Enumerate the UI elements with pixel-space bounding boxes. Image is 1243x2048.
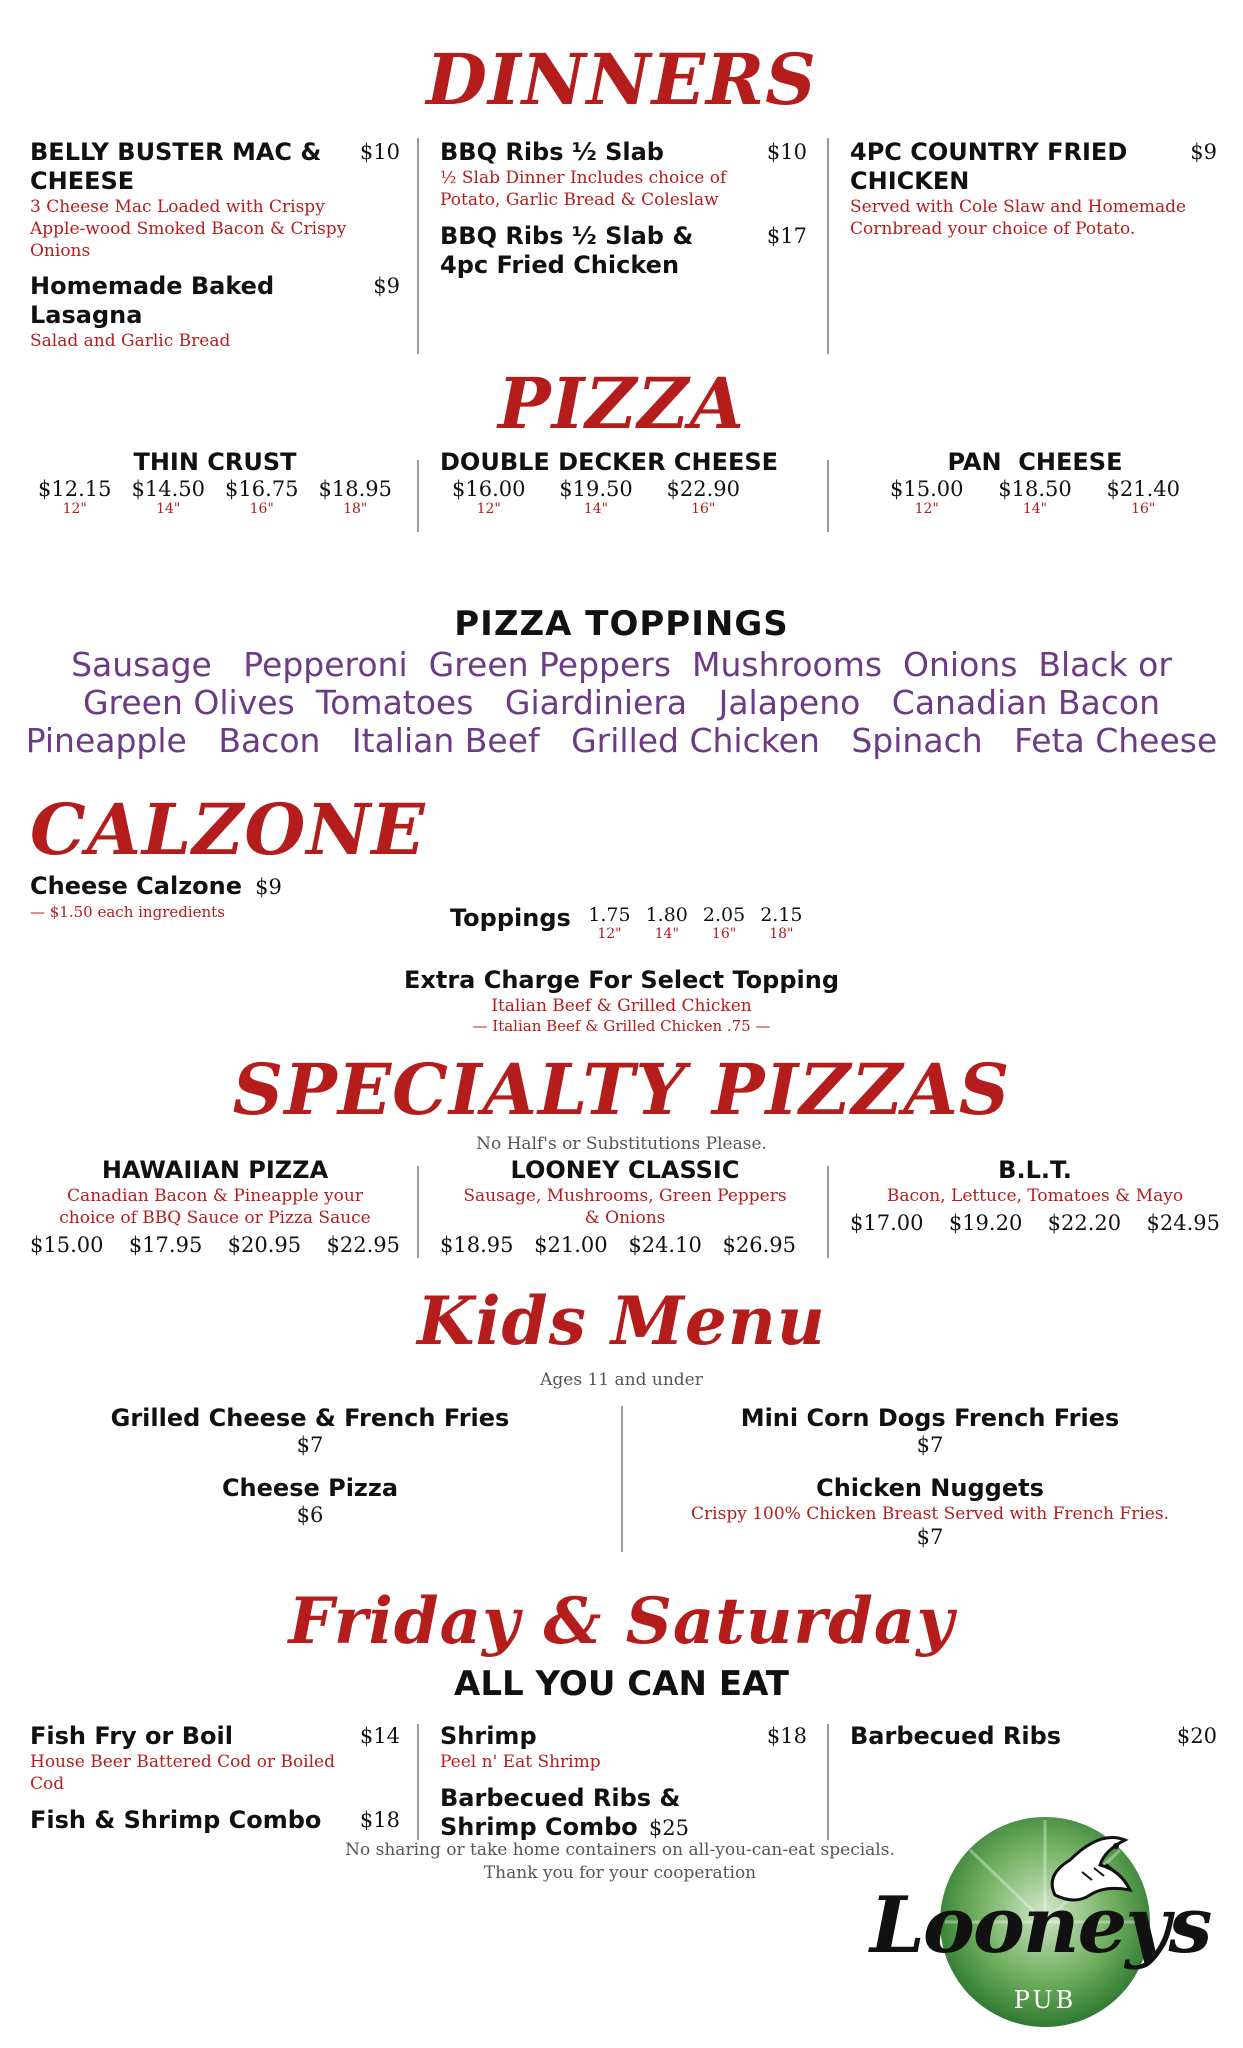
kids-item bbox=[650, 1404, 1210, 1457]
item-name: Cheese Pizza bbox=[221, 1474, 399, 1502]
pizza-price: $22.20 bbox=[1047, 1211, 1122, 1235]
item-price: $14 bbox=[359, 1724, 400, 1748]
pizza-price: $16.75 bbox=[225, 477, 299, 501]
pizza-price: $14.50 bbox=[131, 477, 205, 501]
dinners-title: DINNERS bbox=[426, 38, 817, 121]
pizza-title: PIZZA bbox=[498, 362, 745, 445]
item-price: $20 bbox=[1176, 1724, 1217, 1748]
topping-size: 14" bbox=[654, 926, 679, 942]
pizza-size: 14" bbox=[1022, 501, 1048, 517]
item-desc: — $1.50 each ingredients bbox=[30, 903, 225, 921]
pizza-desc: Sausage, Mushrooms, Green Peppers bbox=[463, 1186, 787, 1206]
pizza-size: 16" bbox=[1131, 501, 1156, 517]
pizza-size: 16" bbox=[691, 501, 716, 517]
pizza-name: THIN CRUST bbox=[133, 448, 297, 476]
item-name: BBQ Ribs ½ Slab bbox=[440, 138, 664, 166]
kids-item bbox=[650, 1474, 1210, 1549]
item-price: $7 bbox=[916, 1525, 944, 1549]
calzone-title: CALZONE bbox=[30, 788, 426, 871]
column-divider bbox=[827, 1166, 829, 1258]
item-price: $10 bbox=[359, 140, 400, 164]
item-price: $9 bbox=[373, 274, 400, 298]
pizza-price: $20.95 bbox=[227, 1233, 302, 1257]
topping-size: 18" bbox=[769, 926, 794, 942]
topping-price: 1.80 bbox=[645, 904, 688, 926]
specialty-title: SPECIALTY PIZZAS bbox=[232, 1048, 1011, 1131]
topping-price: 2.05 bbox=[702, 904, 746, 926]
topping-price: 2.15 bbox=[760, 904, 803, 926]
pizza-price: $21.40 bbox=[1106, 477, 1180, 501]
toppings-line: Pineapple Bacon Italian Beef Grilled Chicken Spinach Feta Cheese bbox=[25, 721, 1218, 760]
pizza-name: LOONEY CLASSIC bbox=[510, 1156, 740, 1184]
pizza-price: $19.20 bbox=[948, 1211, 1023, 1235]
item-name: Fish Fry or Boil bbox=[30, 1722, 233, 1750]
item-price: $18 bbox=[766, 1724, 807, 1748]
item-price: $9 bbox=[255, 875, 282, 899]
item-name: Grilled Cheese & French Fries bbox=[110, 1404, 510, 1432]
pizza-price: $18.50 bbox=[998, 477, 1072, 501]
item-desc: Salad and Garlic Bread bbox=[30, 331, 231, 351]
ayce-item bbox=[30, 1722, 400, 1795]
item-price: $6 bbox=[296, 1503, 324, 1527]
specialty-hawaiian bbox=[30, 1156, 400, 1257]
pizza-price: $17.00 bbox=[850, 1211, 924, 1235]
column-divider bbox=[417, 1166, 419, 1258]
pizza-price: $19.50 bbox=[559, 477, 633, 501]
pizza-size: 14" bbox=[156, 501, 181, 517]
dinner-item bbox=[440, 138, 807, 211]
pizza-name: DOUBLE DECKER CHEESE bbox=[440, 448, 779, 476]
logo-subtext: PUB bbox=[1013, 1986, 1077, 2014]
extra-charge bbox=[0, 966, 1243, 1035]
kids-title: Kids Menu bbox=[417, 1282, 826, 1360]
pizza-price: $16.00 bbox=[452, 477, 526, 501]
pizza-price: $24.95 bbox=[1146, 1211, 1220, 1235]
item-price: $25 bbox=[648, 1816, 689, 1840]
column-divider bbox=[827, 1724, 829, 1840]
extra-charge-line: — Italian Beef & Grilled Chicken .75 — bbox=[472, 1017, 771, 1035]
column-divider bbox=[827, 138, 829, 354]
pizza-thin-crust bbox=[30, 448, 400, 517]
item-name: Mini Corn Dogs French Fries bbox=[740, 1404, 1120, 1432]
pizza-name: PAN CHEESE bbox=[947, 448, 1123, 476]
kids-item bbox=[30, 1474, 590, 1527]
pizza-desc: choice of BBQ Sauce or Pizza Sauce bbox=[59, 1208, 371, 1228]
toppings-label: Toppings bbox=[450, 904, 571, 932]
item-name: Fish & Shrimp Combo bbox=[30, 1806, 322, 1834]
pizza-size: 16" bbox=[249, 501, 274, 517]
looneys-pub-logo bbox=[870, 1800, 1211, 2040]
pizza-size: 12" bbox=[476, 501, 501, 517]
ayce-title: Friday & Saturday bbox=[288, 1584, 955, 1659]
dinner-item bbox=[440, 222, 807, 280]
item-desc: House Beer Battered Cod or Boiled Cod bbox=[30, 1752, 336, 1794]
item-name: Barbecued Ribs bbox=[850, 1722, 1062, 1750]
pizza-price: $21.00 bbox=[534, 1233, 608, 1257]
pizza-price: $15.00 bbox=[30, 1233, 104, 1257]
pizza-size: 14" bbox=[583, 501, 609, 517]
item-price: $17 bbox=[766, 224, 807, 248]
kids-item bbox=[30, 1404, 590, 1457]
column-divider bbox=[417, 138, 419, 354]
pizza-price: $24.10 bbox=[628, 1233, 702, 1257]
pizza-size: 12" bbox=[914, 501, 939, 517]
pizza-size: 12" bbox=[62, 501, 87, 517]
pizza-price: $22.90 bbox=[666, 477, 740, 501]
item-price: $18 bbox=[359, 1808, 400, 1832]
pizza-name: HAWAIIAN PIZZA bbox=[101, 1156, 329, 1184]
column-divider bbox=[417, 1724, 419, 1840]
extra-charge-line: Italian Beef & Grilled Chicken bbox=[491, 996, 752, 1016]
specialty-blt bbox=[850, 1156, 1220, 1235]
dinner-item bbox=[850, 138, 1217, 240]
item-name: Chicken Nuggets bbox=[816, 1474, 1044, 1502]
ayce-item bbox=[440, 1784, 770, 1842]
specialty-looney bbox=[440, 1156, 810, 1257]
toppings-line: Green Olives Tomatoes Giardiniera Jalapeno Canadian Bacon bbox=[82, 683, 1161, 722]
pizza-desc: Canadian Bacon & Pineapple your bbox=[67, 1186, 363, 1206]
topping-size: 16" bbox=[711, 926, 737, 942]
calzone-item bbox=[30, 872, 282, 923]
extra-charge-title: Extra Charge For Select Topping bbox=[403, 966, 840, 994]
item-name: 4PC COUNTRY FRIED CHICKEN bbox=[850, 138, 1128, 195]
pizza-double-decker bbox=[440, 448, 800, 517]
item-desc: 3 Cheese Mac Loaded with Crispy Apple-wood Smoked Bacon & Crispy Onions bbox=[30, 197, 347, 261]
pizza-price: $18.95 bbox=[440, 1233, 514, 1257]
pizza-price: $17.95 bbox=[128, 1233, 203, 1257]
pizza-price: $22.95 bbox=[326, 1233, 400, 1257]
item-desc: ½ Slab Dinner Includes choice of Potato, Garlic Bread & Coleslaw bbox=[440, 168, 727, 210]
item-name: Barbecued Ribs & Shrimp Combo bbox=[440, 1784, 681, 1841]
pizza-name: B.L.T. bbox=[998, 1156, 1072, 1184]
item-price: $7 bbox=[296, 1433, 324, 1457]
pizza-price: $15.00 bbox=[890, 477, 964, 501]
item-price: $9 bbox=[1190, 140, 1217, 164]
item-desc: Served with Cole Slaw and Homemade Cornbread your choice of Potato. bbox=[850, 197, 1187, 239]
ayce-footer: No sharing or take home containers on all-you-can-eat specials. bbox=[345, 1840, 895, 1860]
topping-size: 12" bbox=[597, 926, 622, 942]
ayce-item bbox=[850, 1722, 1217, 1751]
pizza-price: $12.15 bbox=[38, 477, 112, 501]
pizza-pan-cheese bbox=[880, 448, 1190, 517]
ayce-footer: Thank you for your cooperation bbox=[483, 1863, 757, 1883]
pizza-price: $18.95 bbox=[318, 477, 392, 501]
item-name: Cheese Calzone bbox=[30, 872, 243, 900]
item-desc: Crispy 100% Chicken Breast Served with French Fries. bbox=[691, 1504, 1169, 1524]
item-desc: Peel n' Eat Shrimp bbox=[440, 1752, 601, 1772]
topping-price: 1.75 bbox=[588, 904, 631, 926]
pizza-desc: & Onions bbox=[584, 1208, 666, 1228]
pizza-price: $26.95 bbox=[722, 1233, 796, 1257]
item-price: $10 bbox=[766, 140, 807, 164]
item-name: BELLY BUSTER MAC & CHEESE bbox=[30, 138, 322, 195]
column-divider bbox=[827, 460, 829, 532]
toppings-title: PIZZA TOPPINGS bbox=[454, 604, 789, 644]
item-name: BBQ Ribs ½ Slab & 4pc Fried Chicken bbox=[440, 222, 694, 279]
toppings-line: Sausage Pepperoni Green Peppers Mushrooms Onions Black or bbox=[71, 645, 1172, 684]
item-name: Shrimp bbox=[440, 1722, 537, 1750]
item-price: $7 bbox=[916, 1433, 944, 1457]
ayce-item bbox=[440, 1722, 807, 1773]
pizza-desc: Bacon, Lettuce, Tomatoes & Mayo bbox=[886, 1186, 1184, 1206]
dinner-item bbox=[30, 138, 400, 262]
ayce-item bbox=[30, 1806, 400, 1835]
specialty-note: No Half's or Substitutions Please. bbox=[476, 1134, 767, 1154]
kids-note: Ages 11 and under bbox=[540, 1370, 703, 1390]
calzone-toppings bbox=[450, 904, 810, 942]
item-name: Homemade Baked Lasagna bbox=[30, 272, 275, 329]
ayce-subtitle: ALL YOU CAN EAT bbox=[454, 1664, 789, 1704]
column-divider bbox=[417, 460, 419, 532]
column-divider bbox=[621, 1406, 623, 1552]
pizza-size: 18" bbox=[343, 501, 368, 517]
logo-text: Looneys bbox=[870, 1880, 1211, 1971]
dinner-item bbox=[30, 272, 400, 352]
